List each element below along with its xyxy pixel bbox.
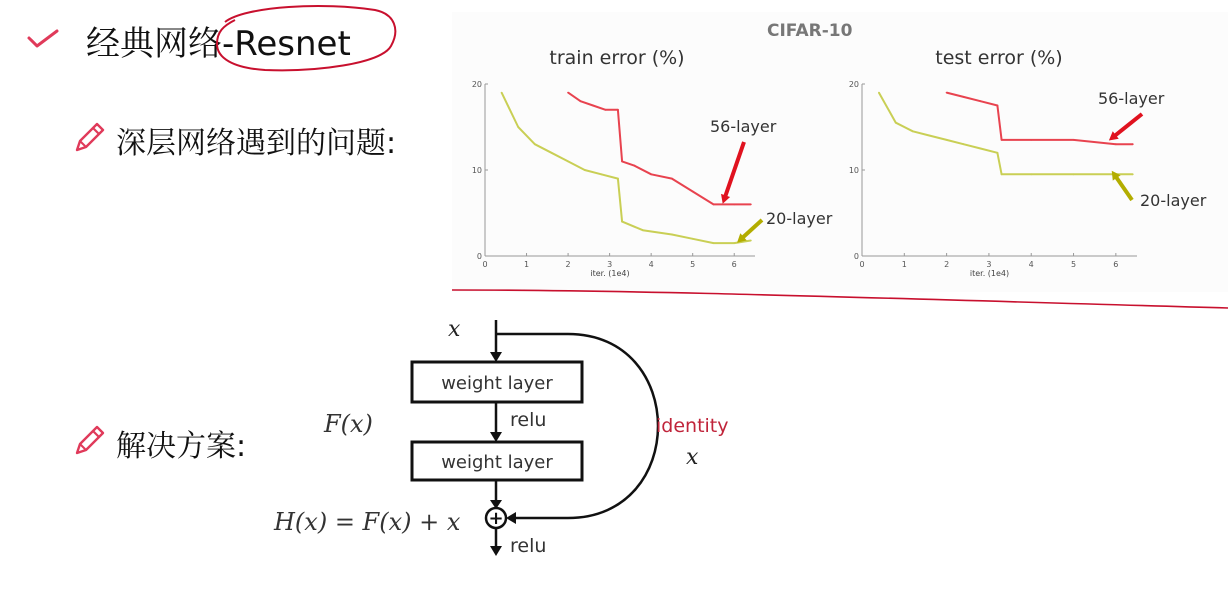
data-point <box>1073 173 1075 175</box>
data-point <box>929 135 931 137</box>
chart-title: train error (%) <box>549 47 685 69</box>
annotation-56-layer: 56-layer <box>1098 89 1165 108</box>
y-tick-label: 0 <box>853 252 859 261</box>
data-point <box>895 122 897 124</box>
data-point <box>634 165 636 167</box>
data-point <box>617 178 619 180</box>
circle-annotation <box>205 0 405 80</box>
data-point <box>912 130 914 132</box>
data-point <box>733 204 735 206</box>
plus-sign: + <box>488 508 504 529</box>
data-point <box>750 204 752 206</box>
data-point <box>534 143 536 145</box>
data-point <box>617 109 619 111</box>
data-point <box>584 169 586 171</box>
data-point <box>605 109 607 111</box>
x-tick-label: 2 <box>944 260 950 269</box>
data-point <box>580 100 582 102</box>
y-tick-label: 0 <box>476 252 482 261</box>
check-icon <box>26 28 60 50</box>
data-point <box>980 100 982 102</box>
data-point <box>671 178 673 180</box>
data-point <box>621 161 623 163</box>
identity-label: identity <box>656 415 729 437</box>
bullet-problem: 深层网络遇到的问题: <box>116 126 397 161</box>
identity-x: x <box>686 445 699 470</box>
data-point <box>600 173 602 175</box>
data-point <box>963 143 965 145</box>
data-point <box>1132 173 1134 175</box>
annotation-20-layer: 20-layer <box>1140 191 1207 210</box>
series-line-56-layer <box>568 93 751 205</box>
data-point <box>946 139 948 141</box>
y-tick-label: 20 <box>471 80 482 89</box>
data-point <box>1073 139 1075 141</box>
data-point <box>642 229 644 231</box>
title-cn: 经典网络 <box>86 24 222 64</box>
x-axis-label: iter. (1e4) <box>590 269 630 278</box>
data-point <box>1030 173 1032 175</box>
train-error-chart <box>472 47 833 278</box>
title-en: -Resnet <box>222 24 351 64</box>
weight-layer-label: weight layer <box>441 373 553 394</box>
x-tick-label: 5 <box>1070 260 1077 269</box>
series-line-20-layer <box>879 93 1133 175</box>
x-tick-label: 0 <box>482 260 488 269</box>
data-point <box>592 105 594 107</box>
relu-label: relu <box>510 535 547 557</box>
data-point <box>1115 143 1117 145</box>
data-point <box>517 126 519 128</box>
arrow-56-layer <box>1112 114 1142 138</box>
data-point <box>750 240 752 242</box>
x-tick-label: 1 <box>523 260 530 269</box>
hx-formula: H(x) = F(x) + x <box>274 508 461 536</box>
data-point <box>1001 173 1003 175</box>
data-point <box>996 152 998 154</box>
data-point <box>946 92 948 94</box>
weight-layer-label: weight layer <box>441 452 553 473</box>
data-point <box>996 105 998 107</box>
data-point <box>692 238 694 240</box>
data-point <box>501 92 503 94</box>
data-point <box>963 96 965 98</box>
y-tick-label: 10 <box>848 166 859 175</box>
data-point <box>1001 139 1003 141</box>
x-tick-label: 3 <box>986 260 992 269</box>
data-point <box>551 152 553 154</box>
pencil-icon <box>73 423 107 457</box>
residual-block-diagram <box>268 312 738 568</box>
x-tick-label: 0 <box>859 260 865 269</box>
data-point <box>692 191 694 193</box>
x-axis-label: iter. (1e4) <box>969 269 1010 278</box>
annotation-20-layer: 20-layer <box>766 209 833 228</box>
data-point <box>878 92 880 94</box>
data-point <box>621 221 623 223</box>
data-point <box>713 242 715 244</box>
relu-label: relu <box>510 409 547 431</box>
data-point <box>650 173 652 175</box>
x-tick-label: 3 <box>607 260 613 269</box>
fx-label: F(x) <box>324 410 373 438</box>
series-line-20-layer <box>502 93 751 244</box>
charts-figure <box>452 12 1228 292</box>
input-x: x <box>448 317 461 342</box>
x-tick-label: 6 <box>731 260 737 269</box>
data-point <box>1132 143 1134 145</box>
chart-title: test error (%) <box>935 47 1063 69</box>
x-tick-label: 1 <box>901 260 907 269</box>
x-tick-label: 4 <box>648 260 654 269</box>
x-tick-label: 5 <box>690 260 696 269</box>
bullet-solution: 解决方案: <box>116 429 247 464</box>
data-point <box>567 161 569 163</box>
annotation-56-layer: 56-layer <box>710 117 777 136</box>
data-point <box>567 92 569 94</box>
y-tick-label: 10 <box>471 166 482 175</box>
y-tick-label: 20 <box>848 80 859 89</box>
data-point <box>733 242 735 244</box>
data-point <box>980 148 982 150</box>
test-error-chart <box>849 47 1207 278</box>
arrow-56-layer <box>724 142 744 200</box>
data-point <box>671 234 673 236</box>
x-tick-label: 6 <box>1113 260 1119 269</box>
pencil-icon <box>73 120 107 154</box>
x-tick-label: 2 <box>565 260 571 269</box>
underline-annotation <box>452 284 1228 310</box>
data-point <box>1030 139 1032 141</box>
data-point <box>713 204 715 206</box>
dataset-label: CIFAR-10 <box>767 21 853 41</box>
x-tick-label: 4 <box>1028 260 1034 269</box>
